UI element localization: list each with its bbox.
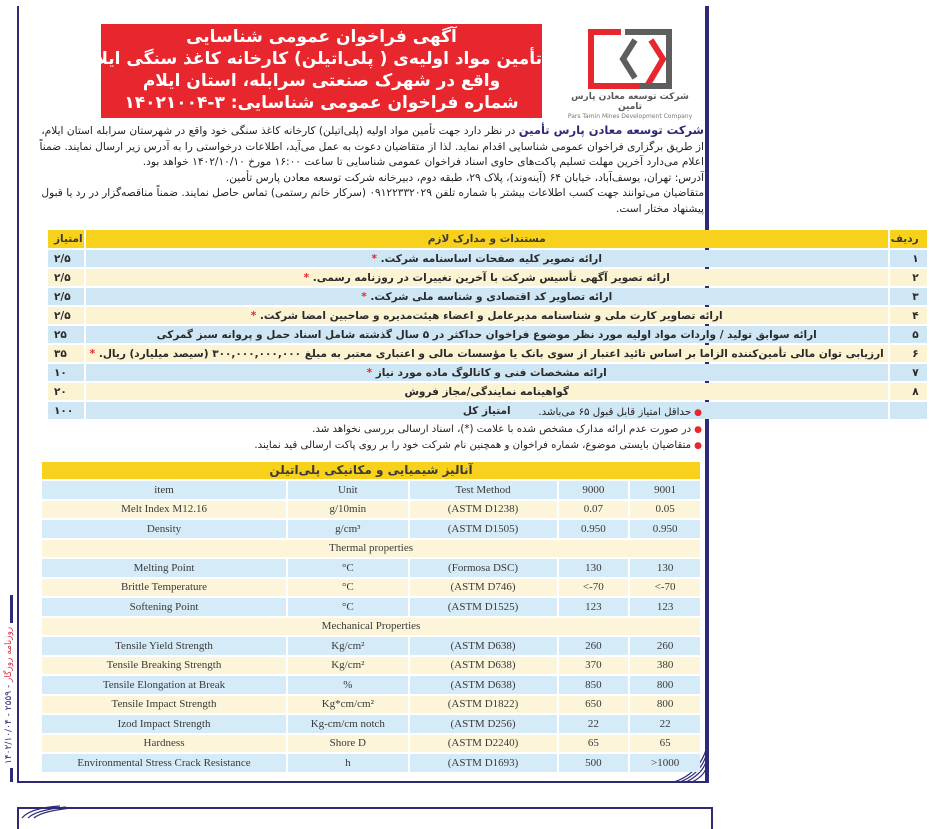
table-row	[42, 715, 700, 733]
mandatory-star-icon: *	[303, 271, 310, 284]
table-row	[42, 559, 700, 577]
bullet-icon: ●	[694, 424, 702, 435]
mechanical-section-row	[42, 618, 700, 636]
unit: Unit	[288, 481, 408, 499]
note-item	[40, 405, 702, 422]
row-score: ۱۰	[48, 364, 84, 381]
document-requirement	[86, 383, 888, 400]
requirement-text: ارائه تصویر آگهی تأسیس شرکت با آخرین تغییرات در روزنامه رسمی.	[312, 271, 670, 284]
row-number: ۴	[890, 307, 927, 324]
unit: Kg/cm²	[288, 637, 408, 655]
row-number: ۸	[890, 383, 927, 400]
caption-date: ۱۴۰۲/۱۰/۰۴	[4, 718, 14, 764]
grade-9000-value: 0.07	[559, 501, 629, 519]
mandatory-star-icon: *	[250, 309, 257, 322]
item-name: Hardness	[42, 735, 286, 753]
thermal-section-row	[42, 540, 700, 558]
side-divider	[10, 595, 13, 623]
table-row	[48, 250, 927, 267]
document-requirement	[86, 364, 888, 381]
item-name: Environmental Stress Crack Resistance	[42, 754, 286, 772]
row-number: ۶	[890, 345, 927, 362]
address: آدرس: تهران، یوسف‌آباد، خیابان ۶۴ (آینه‌وند)، پلاک ۲۹، طبقه دوم، دبیرخانه شرکت توسعه معادن پارس تأمین.	[225, 171, 704, 184]
table-row	[48, 364, 927, 381]
test-method: (ASTM D638)	[410, 676, 557, 694]
document-requirement	[86, 250, 888, 267]
title-line: واقع در شهرک صنعتی سرابله، استان ایلام	[142, 71, 501, 91]
item-name: Melting Point	[42, 559, 286, 577]
requirement-text: ارائه تصاویر کد اقتصادی و شناسه ملی شرکت.	[370, 290, 613, 303]
row-score: ۲/۵	[48, 288, 84, 305]
newspaper-caption: ۱۴۰۲/۱۰/۰۴ - ۲۵۵۹ - روزنامه روزگار	[4, 626, 14, 764]
row-number: ۷	[890, 364, 927, 381]
test-method: (ASTM D1822)	[410, 696, 557, 714]
unit: Kg*cm/cm²	[288, 696, 408, 714]
row-score: ۲۵	[48, 326, 84, 343]
title-line: تأمین مواد اولیه‌ی ( پلی‌اتیلن) کارخانه کاغذ سنگی ایلام	[82, 49, 542, 69]
grade-9001-value: 800	[630, 676, 700, 694]
unit: Shore D	[288, 735, 408, 753]
table-row	[42, 735, 700, 753]
company-logo	[565, 28, 695, 118]
item-name: Izod Impact Strength	[42, 715, 286, 733]
intro-text	[30, 123, 704, 218]
grade-9001-value: 380	[630, 657, 700, 675]
unit: °C	[288, 598, 408, 616]
next-ad-frame	[17, 807, 713, 829]
table-row	[48, 383, 927, 400]
grade-9000-value: 22	[559, 715, 629, 733]
total-label: امتیاز کل	[86, 402, 888, 419]
header-row-number: ردیف	[890, 230, 927, 248]
grade-9000-value: 123	[559, 598, 629, 616]
table-row	[42, 501, 700, 519]
note-text: حداقل امتیاز قابل قبول ۶۵ می‌باشد.	[538, 407, 692, 418]
grade-9001-value: 123	[630, 598, 700, 616]
unit: h	[288, 754, 408, 772]
unit: g/cm³	[288, 520, 408, 538]
table-row	[48, 269, 927, 286]
row-score: ۲/۵	[48, 250, 84, 267]
header-documents: مستندات و مدارک لازم	[86, 230, 888, 248]
item-name: Tensile Breaking Strength	[42, 657, 286, 675]
company-name-fa: شرکت توسعه معادن پارس تامین	[571, 92, 689, 112]
test-method: (Formosa DSC)	[410, 559, 557, 577]
grade-9000-value: 370	[559, 657, 629, 675]
row-score: ۳۵	[48, 345, 84, 362]
company-logo-icon	[585, 28, 675, 90]
item-name: Tensile Impact Strength	[42, 696, 286, 714]
company-name-en: Pars Tamin Mines Development Company	[567, 113, 693, 120]
requirement-text: ارائه تصویر کلیه صفحات اساسنامه شرکت.	[380, 252, 602, 265]
total-score: ۱۰۰	[48, 402, 84, 419]
requirements-table	[46, 228, 929, 421]
item-name: item	[42, 481, 286, 499]
document-requirement	[86, 345, 888, 362]
table-row	[42, 676, 700, 694]
test-method: (ASTM D638)	[410, 657, 557, 675]
grade-9001-value: 22	[630, 715, 700, 733]
requirement-text: ارائه سوابق تولید / واردات مواد اولیه مورد نظر موضوع فراخوان حداکثر در ۵ سال گذشته شامل اسناد حمل و پروانه سبز گمرکی	[156, 328, 817, 341]
grade-9001-value: 800	[630, 696, 700, 714]
grade-9000-value: 65	[559, 735, 629, 753]
mandatory-star-icon: *	[371, 252, 377, 265]
table-row	[48, 288, 927, 305]
section-label: Mechanical Properties	[42, 618, 700, 636]
requirement-text: ارائه تصاویر کارت ملی و شناسنامه مدیرعامل و اعضاء هیئت‌مدیره و صاحبین امضا شرکت.	[259, 309, 723, 322]
grade-9001-value: 130	[630, 559, 700, 577]
intro-body: در نظر دارد جهت تأمین مواد اولیه (پلی‌اتیلن) کارخانه کاغذ سنگی خود واقع در شهرستان سرابله استان ایلام، از طریق برگزاری فراخوان عمومی شناسایی اقدام نماید. لذا از متقاضیان دعوت به عمل می‌آید، اطلاعات درخواستی را به آدرس زیر ارسال نمایند. ضمناً اعلام می‌دارد آخرین مهلت تسلیم پاکت‌های حاوی اسناد فراخوان عمومی شناسایی تا ساعت ۱۶:۰۰ مورخ ۱۴۰۲/۱۰/۱۰ خواهد بود.	[39, 125, 704, 169]
document-requirement	[86, 326, 888, 343]
document-requirement	[86, 288, 888, 305]
mandatory-star-icon: *	[366, 366, 373, 379]
note-item	[40, 438, 702, 455]
grade-9000-value: 0.950	[559, 520, 629, 538]
properties-table	[40, 479, 702, 774]
company-name: شرکت توسعه معادن پارس تأمین	[518, 123, 704, 137]
test-method: (ASTM D2240)	[410, 735, 557, 753]
grade-9000-value: 130	[559, 559, 629, 577]
grade-9001-value: 9001	[630, 481, 700, 499]
document-requirement	[86, 269, 888, 286]
unit: °C	[288, 559, 408, 577]
grade-9000-value: 9000	[559, 481, 629, 499]
corner-hatch-icon	[20, 804, 80, 818]
title-line: شماره فراخوان عمومی شناسایی: ۳-۱۴۰۲۱۰۰۴	[124, 93, 519, 113]
row-number: ۱	[890, 250, 927, 267]
table-row	[42, 579, 700, 597]
unit: Kg/cm²	[288, 657, 408, 675]
grade-9001-value: 0.950	[630, 520, 700, 538]
grade-9000-value: 500	[559, 754, 629, 772]
announcement-title	[82, 24, 542, 118]
row-number: ۳	[890, 288, 927, 305]
bullet-icon: ●	[694, 408, 702, 418]
unit: Kg-cm/cm notch	[288, 715, 408, 733]
table-header-row	[48, 230, 927, 248]
table-row	[42, 520, 700, 538]
table-row	[48, 345, 927, 362]
row-score: ۲/۵	[48, 269, 84, 286]
note-text: متقاضیان بایستی موضوع، شماره فراخوان و همچنین نام شرکت خود را بر روی پاکت ارسالی قید نمایند.	[254, 440, 692, 451]
notes-list	[40, 405, 702, 455]
analysis-title: آنالیز شیمیایی و مکانیکی پلی‌اتیلن	[42, 462, 700, 479]
table-row	[48, 326, 927, 343]
section-label: Thermal properties	[42, 540, 700, 558]
mandatory-star-icon: *	[361, 290, 367, 303]
row-score: ۲۰	[48, 383, 84, 400]
unit: g/10min	[288, 501, 408, 519]
header-score: امتیاز	[48, 230, 84, 248]
table-row	[42, 754, 700, 772]
grade-9000-value: 850	[559, 676, 629, 694]
test-method: (ASTM D1525)	[410, 598, 557, 616]
caption-issue: ۲۵۵۹	[4, 690, 14, 710]
note-item	[40, 422, 702, 439]
grade-9000-value: 650	[559, 696, 629, 714]
note-text: در صورت عدم ارائه مدارک مشخص شده با علامت (*)، اسناد ارسالی بررسی نخواهد شد.	[312, 423, 692, 435]
title-line: آگهی فراخوان عمومی شناسایی	[186, 27, 457, 47]
test-method: (ASTM D256)	[410, 715, 557, 733]
grade-9001-value: <-70	[630, 579, 700, 597]
test-method: Test Method	[410, 481, 557, 499]
document-requirement	[86, 307, 888, 324]
unit: %	[288, 676, 408, 694]
requirement-text: ارائه مشخصات فنی و کاتالوگ ماده مورد نیاز	[375, 366, 607, 379]
side-divider	[10, 768, 13, 782]
item-name: Softening Point	[42, 598, 286, 616]
grade-9001-value: 65	[630, 735, 700, 753]
caption-brand: روزنامه روزگار	[4, 626, 14, 682]
grade-9001-value: 0.05	[630, 501, 700, 519]
table-row	[42, 598, 700, 616]
table-row	[42, 657, 700, 675]
row-number: ۵	[890, 326, 927, 343]
test-method: (ASTM D746)	[410, 579, 557, 597]
requirement-text: گواهینامه نمایندگی/مجاز فروش	[404, 385, 569, 398]
item-name: Density	[42, 520, 286, 538]
grade-9001-value: 260	[630, 637, 700, 655]
table-row	[42, 696, 700, 714]
test-method: (ASTM D1238)	[410, 501, 557, 519]
item-name: Melt Index M12.16	[42, 501, 286, 519]
intro-paragraph	[30, 123, 704, 171]
item-name: Tensile Yield Strength	[42, 637, 286, 655]
test-method: (ASTM D1693)	[410, 754, 557, 772]
test-method: (ASTM D638)	[410, 637, 557, 655]
row-score: ۲/۵	[48, 307, 84, 324]
table-row	[42, 637, 700, 655]
requirement-text: ارزیابی توان مالی تأمین‌کننده الزاما بر اساس تائید اعتبار از سوی بانک یا مؤسسات مالی و اعتباری معتبر به مبلغ ۳۰۰,۰۰۰,۰۰۰,۰۰۰ (سیصد میلیارد) ریال.	[98, 347, 884, 360]
item-name: Brittle Temperature	[42, 579, 286, 597]
grade-9000-value: <-70	[559, 579, 629, 597]
bullet-icon: ●	[694, 441, 702, 451]
contact-info: متقاضیان می‌توانند جهت کسب اطلاعات بیشتر با شماره تلفن ۰۹۱۲۲۳۳۲۰۲۹ (سرکار خانم رستمی) تماس حاصل نمایند. ضمناً مناقصه‌گزار در رد یا قبول پیشنهاد مختار است.	[41, 187, 704, 215]
table-row	[48, 307, 927, 324]
grade-9001-value: >1000	[630, 754, 700, 772]
test-method: (ASTM D1505)	[410, 520, 557, 538]
item-name: Tensile Elongation at Break	[42, 676, 286, 694]
unit: °C	[288, 579, 408, 597]
table-header-row	[42, 481, 700, 499]
row-number	[890, 402, 927, 419]
mandatory-star-icon: *	[89, 347, 96, 360]
grade-9000-value: 260	[559, 637, 629, 655]
row-number: ۲	[890, 269, 927, 286]
